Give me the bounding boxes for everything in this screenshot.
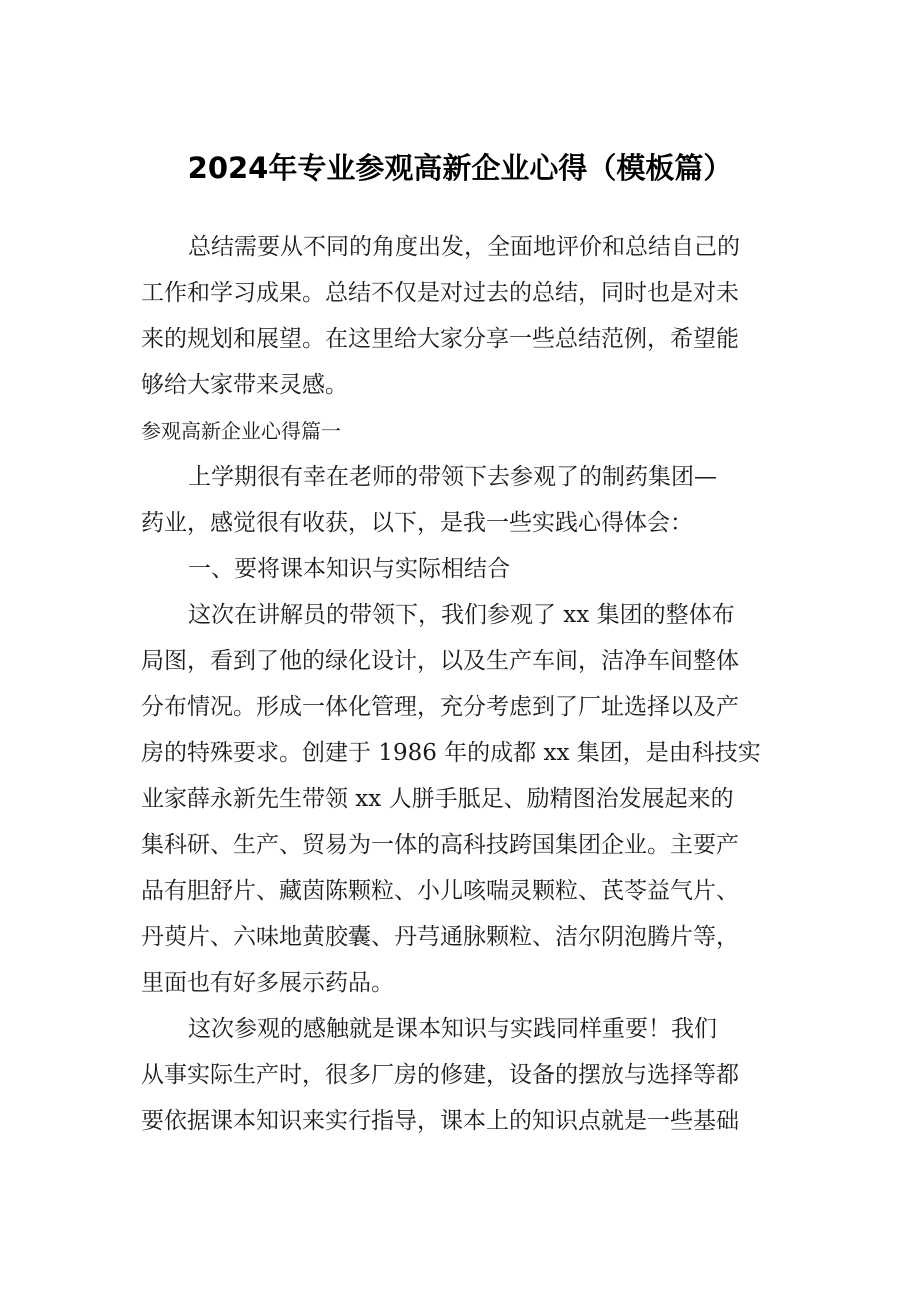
paragraph-line: 品有胆舒片、藏茵陈颗粒、小儿咳喘灵颗粒、芪苓益气片、 bbox=[141, 878, 739, 904]
intro-line-1: 总结需要从不同的角度出发，全面地评价和总结自己的 bbox=[188, 234, 740, 260]
document-body bbox=[141, 224, 801, 1144]
paragraph-line: 从事实际生产时，很多厂房的修建，设备的摆放与选择等都 bbox=[141, 1062, 739, 1088]
paragraph-line: 分布情况。形成一体化管理，充分考虑到了厂址选择以及产 bbox=[141, 694, 739, 720]
paragraph-line: 要依据课本知识来实行指导，课本上的知识点就是一些基础 bbox=[141, 1108, 739, 1134]
paragraph-line: 这次参观的感触就是课本知识与实践同样重要！我们 bbox=[188, 1016, 717, 1042]
intro-line-2: 工作和学习成果。总结不仅是对过去的总结，同时也是对未 bbox=[141, 280, 739, 306]
section-heading: 参观高新企业心得篇一 bbox=[141, 419, 341, 443]
paragraph-line: 药业，感觉很有收获，以下，是我一些实践心得体会： bbox=[141, 510, 693, 536]
paragraph-line: 丹萸片、六味地黄胶囊、丹芎通脉颗粒、洁尔阴泡腾片等， bbox=[141, 924, 739, 950]
paragraph-line: 上学期很有幸在老师的带领下去参观了的制药集团— bbox=[188, 464, 717, 490]
subheading-line: 一、要将课本知识与实际相结合 bbox=[188, 556, 510, 582]
paragraph-line: 里面也有好多展示药品。 bbox=[141, 970, 394, 996]
paragraph-line: 房的特殊要求。创建于 1986 年的成都 xx 集团，是由科技实 bbox=[141, 740, 761, 766]
paragraph-line: 局图，看到了他的绿化设计，以及生产车间，洁净车间整体 bbox=[141, 648, 739, 674]
paragraph-line: 这次在讲解员的带领下，我们参观了 xx 集团的整体布 bbox=[188, 602, 735, 628]
document-title: 2024年专业参观高新企业心得（模板篇） bbox=[187, 151, 733, 185]
intro-line-4: 够给大家带来灵感。 bbox=[141, 372, 348, 398]
paragraph-line: 集科研、生产、贸易为一体的高科技跨国集团企业。主要产 bbox=[141, 832, 739, 858]
paragraph-line: 业家薛永新先生带领 xx 人胼手胝足、励精图治发展起来的 bbox=[141, 786, 734, 812]
intro-line-3: 来的规划和展望。在这里给大家分享一些总结范例，希望能 bbox=[141, 326, 739, 352]
